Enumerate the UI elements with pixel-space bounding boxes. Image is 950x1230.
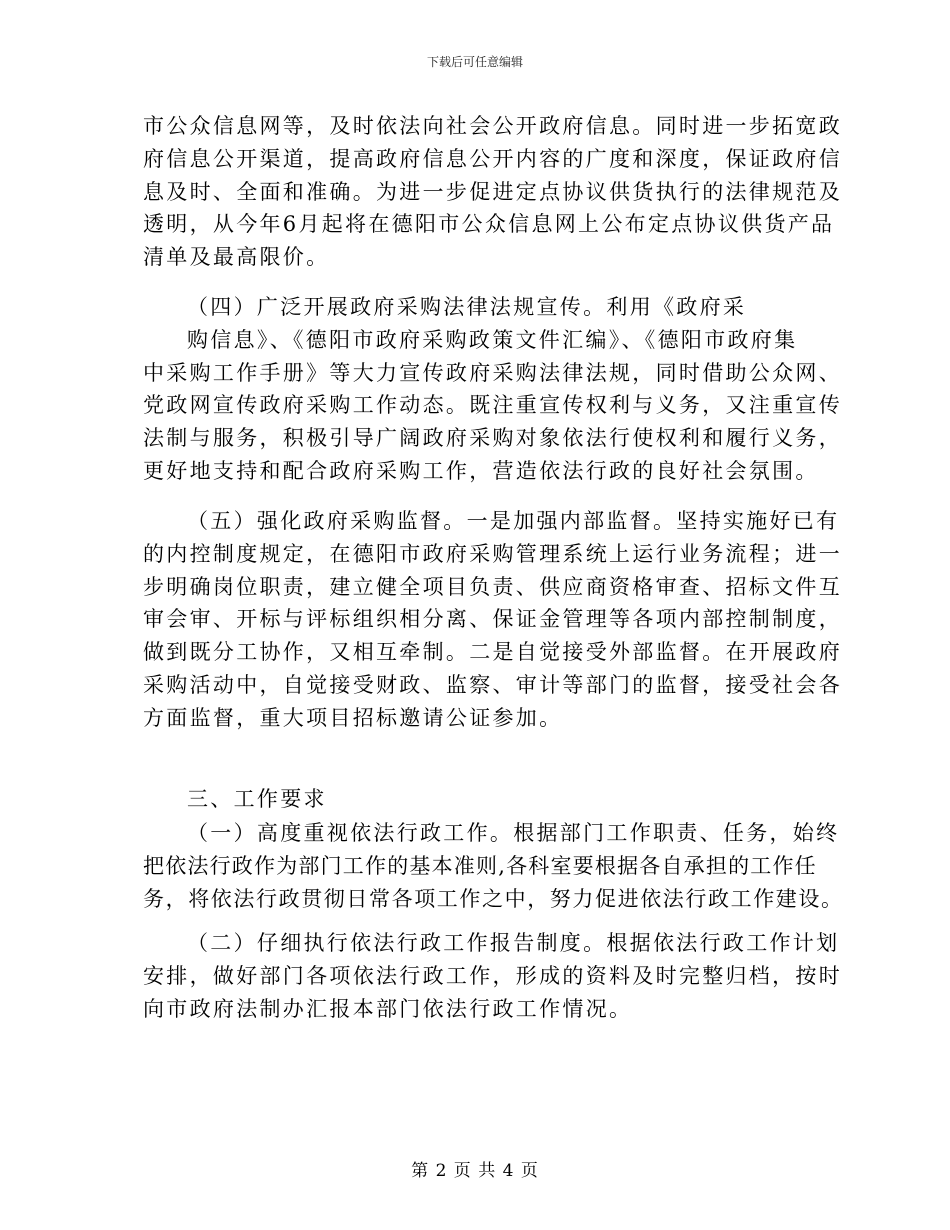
text-line: （二）仔细执行依法行政工作报告制度。根据依法行政工作计划 xyxy=(187,931,840,955)
paragraph-law-promotion xyxy=(143,291,842,488)
text-line: 府信息公开渠道，提高政府信息公开内容的广度和深度，保证政府信 xyxy=(143,146,842,171)
paragraph-supervision xyxy=(143,505,842,735)
text-line: 更好地支持和配合政府采购工作，营造依法行政的良好社会氛围。 xyxy=(143,458,819,483)
text-line: 透明，从今年6月起将在德阳市公众信息网上公布定点协议供货产品 xyxy=(143,212,835,237)
paragraph-report-system xyxy=(143,927,842,1025)
paragraph-public-info xyxy=(143,110,842,274)
text-line: 务，将依法行政贯彻日常各项工作之中，努力促进依法行政工作建设。 xyxy=(143,886,844,911)
text-line: 息及时、全面和准确。为进一步促进定点协议供货执行的法律规范及 xyxy=(143,179,842,204)
page-number: 第 2 页 共 4 页 xyxy=(411,1161,539,1181)
text-line: 做到既分工协作，又相互牵制。二是自觉接受外部监督。在开展政府 xyxy=(143,640,842,665)
text-line: 清单及最高限价。 xyxy=(143,245,330,270)
text-line: 法制与服务，积极引导广阔政府采购对象依法行使权利和履行义务， xyxy=(143,426,842,451)
page-header: 下载后可任意编辑 xyxy=(426,55,523,69)
text-line: （五）强化政府采购监督。一是加强内部监督。坚持实施好已有 xyxy=(187,509,840,533)
text-line: 党政网宣传政府采购工作动态。既注重宣传权利与义务，又注重宣传 xyxy=(143,393,842,418)
text-line: 审会审、开标与评标组织相分离、保证金管理等各项内部控制制度， xyxy=(143,607,842,632)
text-line: （一）高度重视依法行政工作。根据部门工作职责、任务，始终 xyxy=(187,821,840,845)
text-line: 采购活动中，自觉接受财政、监察、审计等部门的监督，接受社会各 xyxy=(143,672,842,697)
text-line: 安排，做好部门各项依法行政工作，形成的资料及时完整归档，按时 xyxy=(143,963,842,988)
text-line: 中采购工作手册》等大力宣传政府采购法律法规，同时借助公众网、 xyxy=(143,360,842,385)
text-line: 购信息》、《德阳市政府采购政策文件汇编》、《德阳市政府集 xyxy=(187,327,798,352)
text-line: 把依法行政作为部门工作的基本准则,各科室要根据各自承担的工作任 xyxy=(143,853,817,878)
text-line: 的内控制度规定，在德阳市政府采购管理系统上运行业务流程；进一 xyxy=(143,541,842,566)
text-line: 市公众信息网等，及时依法向社会公开政府信息。同时进一步拓宽政 xyxy=(143,114,842,138)
heading-text: 三、工作要求 xyxy=(187,787,327,811)
text-line: 向市政府法制办汇报本部门依法行政工作情况。 xyxy=(143,996,633,1021)
section-heading-work-requirements xyxy=(143,783,807,816)
text-line: （四）广泛开展政府采购法律法规宣传。利用《政府采 xyxy=(187,295,747,319)
text-line: 步明确岗位职责，建立健全项目负责、供应商资格审查、招标文件互 xyxy=(143,574,842,599)
paragraph-attach-importance xyxy=(143,817,844,915)
text-line: 方面监督，重大项目招标邀请公证参加。 xyxy=(143,705,563,730)
